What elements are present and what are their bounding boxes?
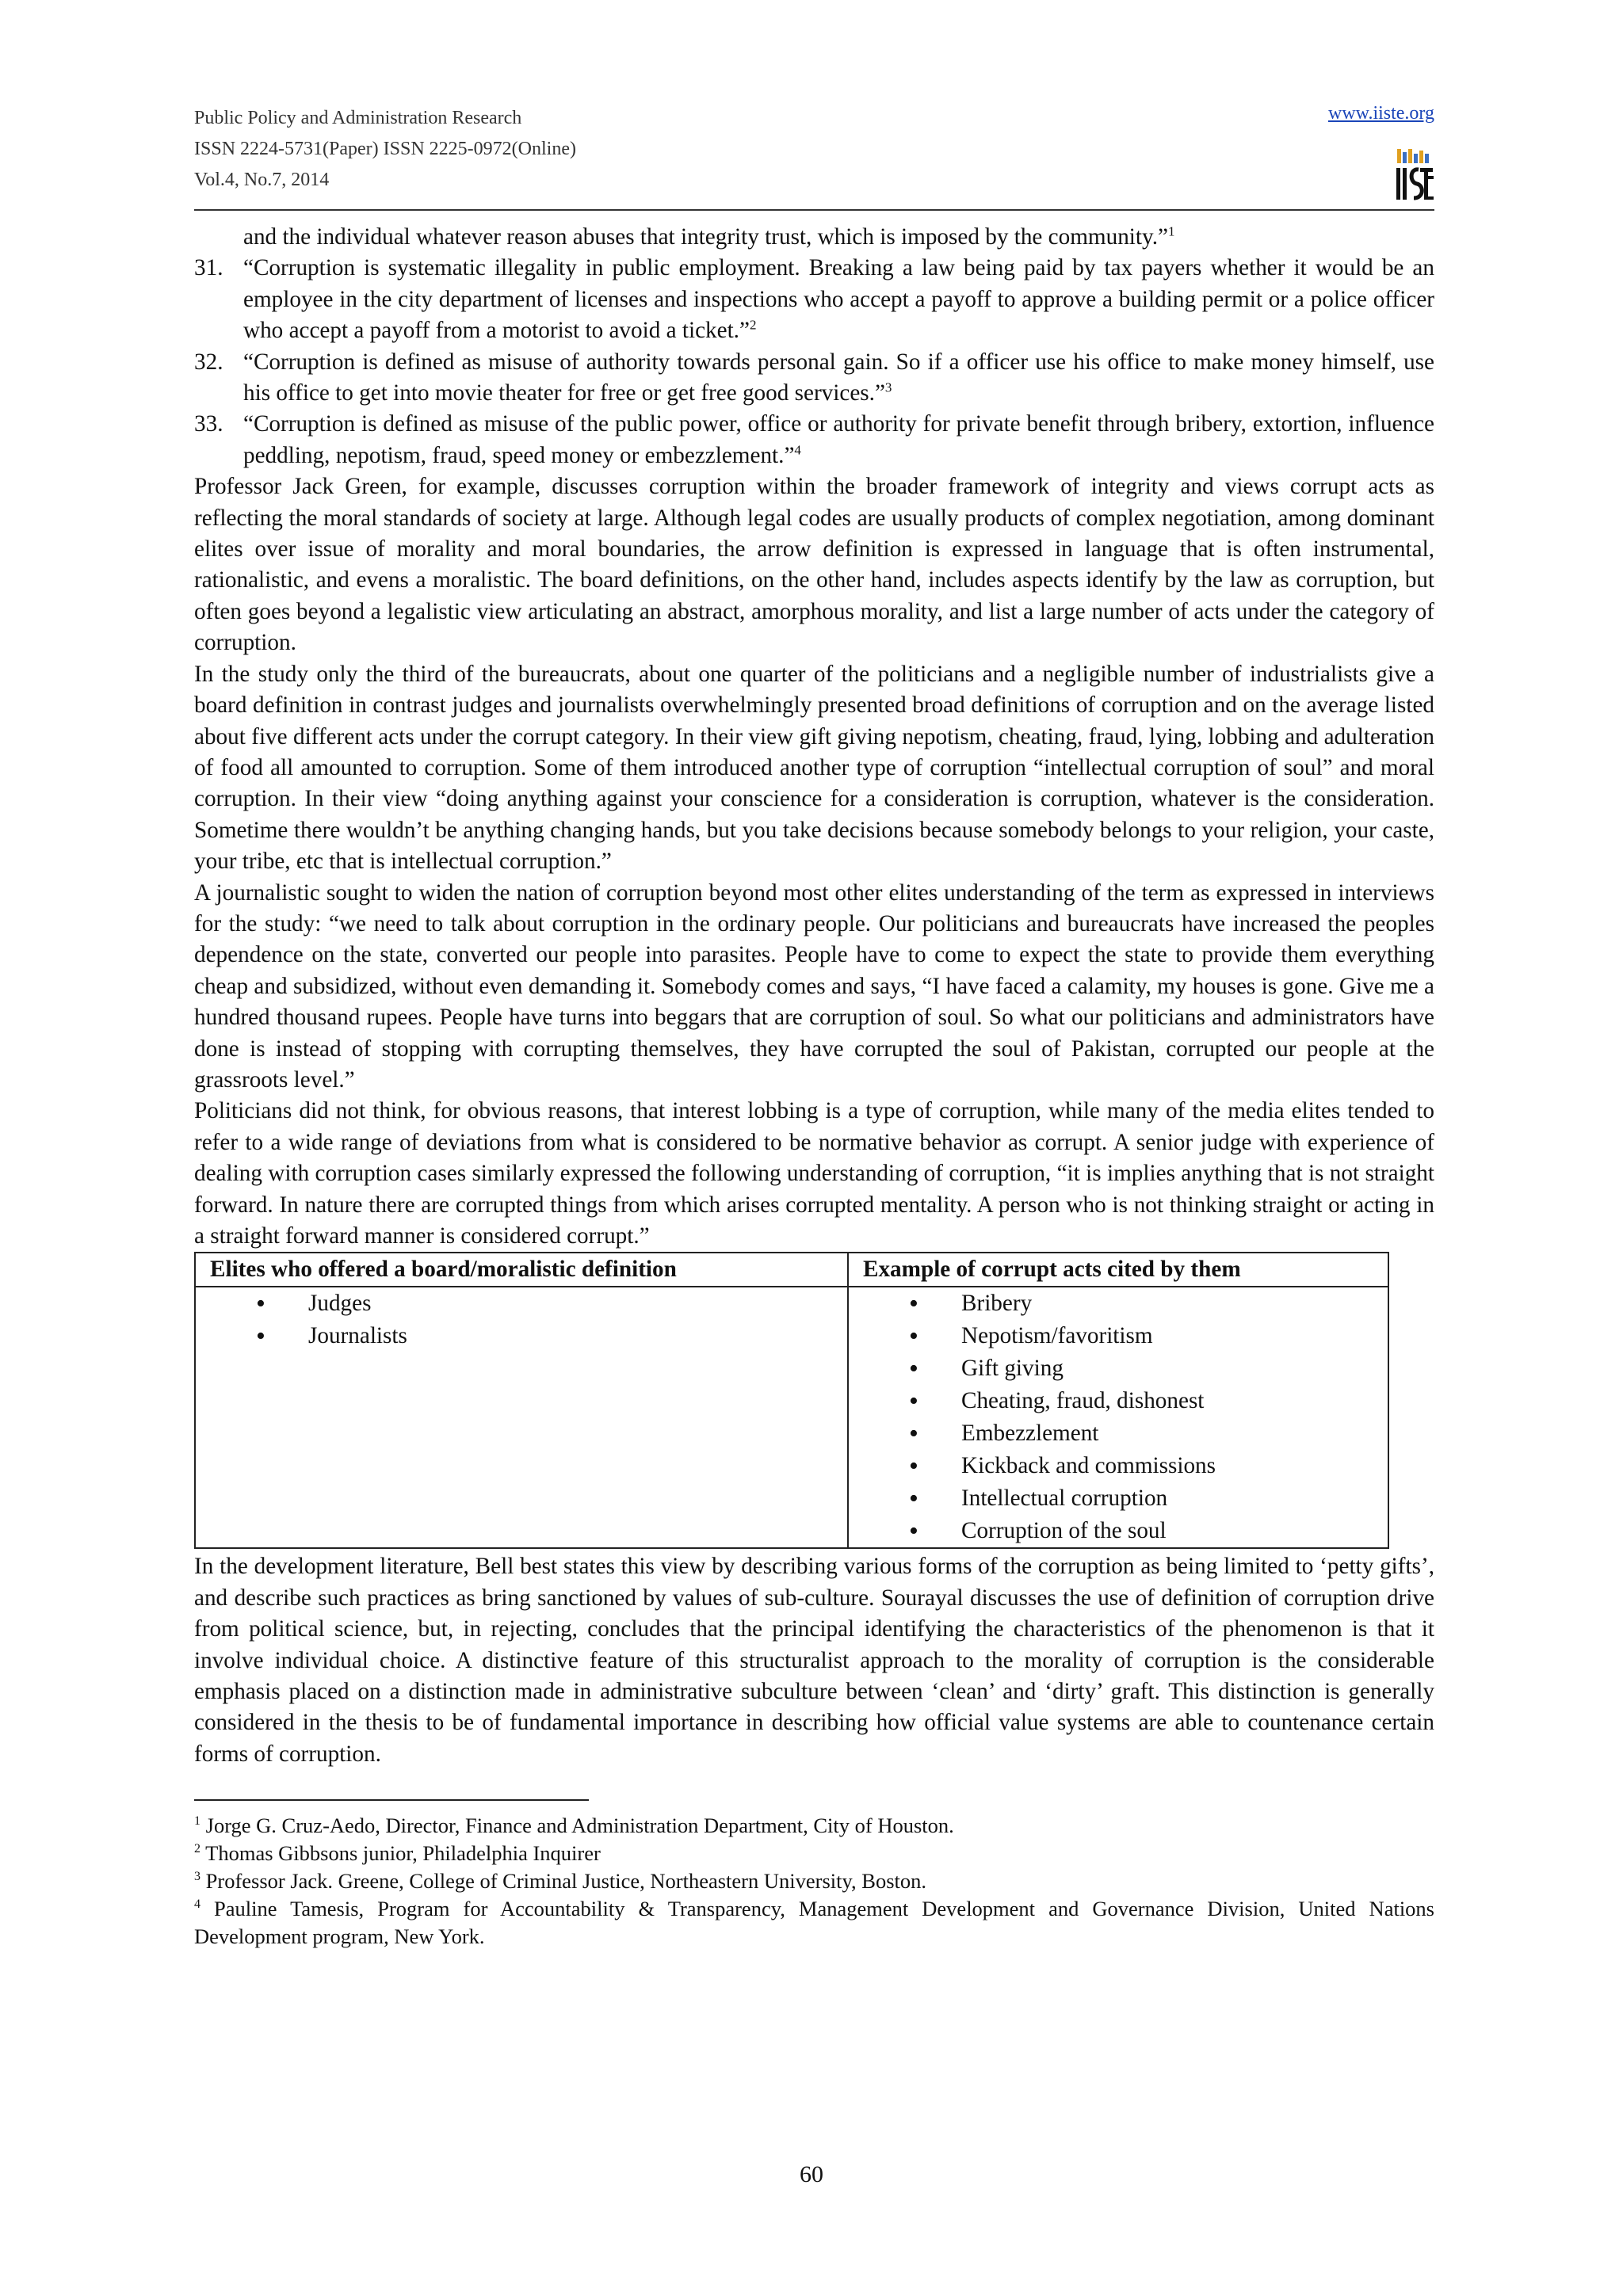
- list-item: • Nepotism/favoritism: [849, 1320, 1388, 1352]
- list-item: • Kickback and commissions: [849, 1450, 1388, 1482]
- footnote-text: Thomas Gibbsons junior, Philadelphia Inquirer: [200, 1841, 601, 1866]
- paragraph: Professor Jack Green, for example, discusses corruption within the broader framework of integrity and views corrupt acts as reflecting the moral standards of society at large. Although legal codes are usually products of complex negotiation, among dominant elites over issue of morality and moral boundaries, the arrow definition is expressed in language that is often instrumental, rationalistic, and evens a moralistic. The board definitions, on the other hand, includes aspects identify by the law as corruption, but often goes beyond a legalistic view articulating an abstract, amorphous morality, and list a large number of acts under the category of corruption.: [194, 474, 1434, 656]
- footnote-text: Pauline Tamesis, Program for Accountability & Transparency, Management Development and Governance Division, United Nations Development program, New York.: [194, 1897, 1434, 1949]
- footnote-number: 3: [194, 1870, 200, 1884]
- issn-line: ISSN 2224-5731(Paper) ISSN 2225-0972(Online): [194, 139, 576, 159]
- article-body: [194, 222, 1434, 1770]
- footnote-ref: 2: [749, 317, 757, 333]
- list-item: [194, 253, 1434, 346]
- table-header-row: [195, 1253, 1388, 1287]
- journal-url-link[interactable]: www.iiste.org: [1328, 103, 1434, 124]
- page-number: 60: [800, 2161, 823, 2187]
- table-cell-elites: [195, 1287, 848, 1548]
- page-header: [194, 103, 1434, 211]
- list-item-text: “Corruption is defined as misuse of authority towards personal gain. So if a officer use his office to make money himself, use his office to get into movie theater for free or get free good services.”: [243, 349, 1434, 406]
- footnote-ref: 1: [1167, 223, 1175, 239]
- table-header-elites: Elites who offered a board/moralistic definition: [195, 1253, 848, 1287]
- footnote-text: Jorge G. Cruz-Aedo, Director, Finance and Administration Department, City of Houston.: [200, 1814, 954, 1838]
- continued-quote-text: and the individual whatever reason abuses that integrity trust, which is imposed by the community.”: [243, 224, 1168, 250]
- footnote-ref: 3: [884, 379, 892, 395]
- list-item: • Cheating, fraud, dishonest: [849, 1385, 1388, 1417]
- list-item: • Judges: [196, 1287, 847, 1320]
- footnote: [194, 1840, 1434, 1867]
- list-item: • Intellectual corruption: [849, 1482, 1388, 1515]
- list-item: • Corruption of the soul: [849, 1515, 1388, 1547]
- footnote: [194, 1867, 1434, 1895]
- footnotes: [194, 1812, 1434, 1951]
- footnote-number: 1: [194, 1814, 200, 1829]
- footnote-divider: [194, 1799, 589, 1801]
- list-item: [194, 347, 1434, 410]
- iiste-logo-icon: [1395, 147, 1434, 203]
- list-number: 33.: [194, 411, 223, 437]
- list-item-text: “Corruption is defined as misuse of the public power, office or authority for private benefit through bribery, extortion, influence peddling, nepotism, fraud, speed money or embezzlement.”: [243, 411, 1434, 468]
- table-cell-acts: [848, 1287, 1388, 1548]
- footnote-number: 2: [194, 1842, 200, 1856]
- footnote-text: Professor Jack. Greene, College of Criminal Justice, Northeastern University, Boston.: [200, 1869, 927, 1894]
- footnote: [194, 1895, 1434, 1951]
- page: [194, 103, 1434, 1951]
- footnote-number: 4: [194, 1897, 200, 1912]
- list-item: • Bribery: [849, 1287, 1388, 1320]
- journal-title: Public Policy and Administration Research: [194, 108, 522, 128]
- continued-quote: [194, 222, 1434, 253]
- paragraph: A journalistic sought to widen the nation of corruption beyond most other elites understanding of the term as expressed in interviews for the study: “we need to talk about corruption in the ordinary people. Our politicians and bureaucrats have increased the peoples dependence on the state, converted our people into parasites. People have to come to expect the state to provide them everything cheap and subsidized, without even demanding it. Somebody comes and says, “I have faced a calamity, my houses is gone. Give me a hundred thousand rupees. People have turns into beggars that are corruption of soul. So what our politicians and administrators have done is instead of stopping with corrupting themselves, they have corrupted the soul of Pakistan, corrupted our people at the grassroots level.”: [194, 879, 1434, 1093]
- list-item: • Journalists: [196, 1320, 847, 1352]
- list-item-text: “Corruption is systematic illegality in public employment. Breaking a law being paid by tax payers whether it would be an employee in the city department of licenses and inspections who accept a payoff to approve a building permit or a police officer who accept a payoff from a motorist to avoid a ticket.”: [243, 255, 1434, 344]
- paragraph: Politicians did not think, for obvious reasons, that interest lobbing is a type of corruption, while many of the media elites tended to refer to a wide range of deviations from what is considered to be normative behavior as corrupt. A senior judge with experience of dealing with corruption cases similarly expressed the following understanding of corruption, “it is implies anything that is not straight forward. In nature there are corrupted things from which arises corrupted mentality. A person who is not thinking straight or acting in a straight forward manner is considered corrupt.”: [194, 1098, 1434, 1249]
- list-item: • Embezzlement: [849, 1417, 1388, 1450]
- list-item: [194, 409, 1434, 471]
- table-header-acts: Example of corrupt acts cited by them: [848, 1253, 1388, 1287]
- volume-line: Vol.4, No.7, 2014: [194, 170, 330, 190]
- list-number: 31.: [194, 255, 223, 281]
- paragraph: In the study only the third of the bureaucrats, about one quarter of the politicians and a negligible number of industrialists give a board definition in contrast judges and journalists overwhelmingly presented broad definitions of corruption and on the average listed about five different acts under the corrupt category. In their view gift giving nepotism, cheating, fraud, lying, lobbing and adulteration of food all amounted to corruption. Some of them introduced another type of corruption “intellectual corruption of soul” and moral corruption. In their view “doing anything against your conscience for a consideration is corruption, whatever is the consideration. Sometime there wouldn’t be anything changing hands, but you take decisions because somebody belongs to your religion, your caste, your tribe, etc that is intellectual corruption.”: [194, 661, 1434, 875]
- list-item: • Gift giving: [849, 1352, 1388, 1385]
- footnote: [194, 1812, 1434, 1840]
- table-row: [195, 1287, 1388, 1548]
- elites-table: [194, 1252, 1389, 1549]
- list-number: 32.: [194, 349, 223, 375]
- footnote-ref: 4: [794, 442, 801, 458]
- paragraph: In the development literature, Bell best states this view by describing various forms of the corruption as being limited to ‘petty gifts’, and describe such practices as bring sanctioned by values of sub-culture. Sourayal discusses the use of definition of corruption drive from political science, but, in rejecting, concludes that the principal identifying the characteristics of the phenomenon is that it involve individual choice. A distinctive feature of this structuralist approach to the morality of corruption is the considerable emphasis placed on a distinction made in administrative subculture between ‘clean’ and ‘dirty’ graft. This distinction is generally considered in the thesis to be of fundamental importance in describing how official value systems are able to countenance certain forms of corruption.: [194, 1554, 1434, 1767]
